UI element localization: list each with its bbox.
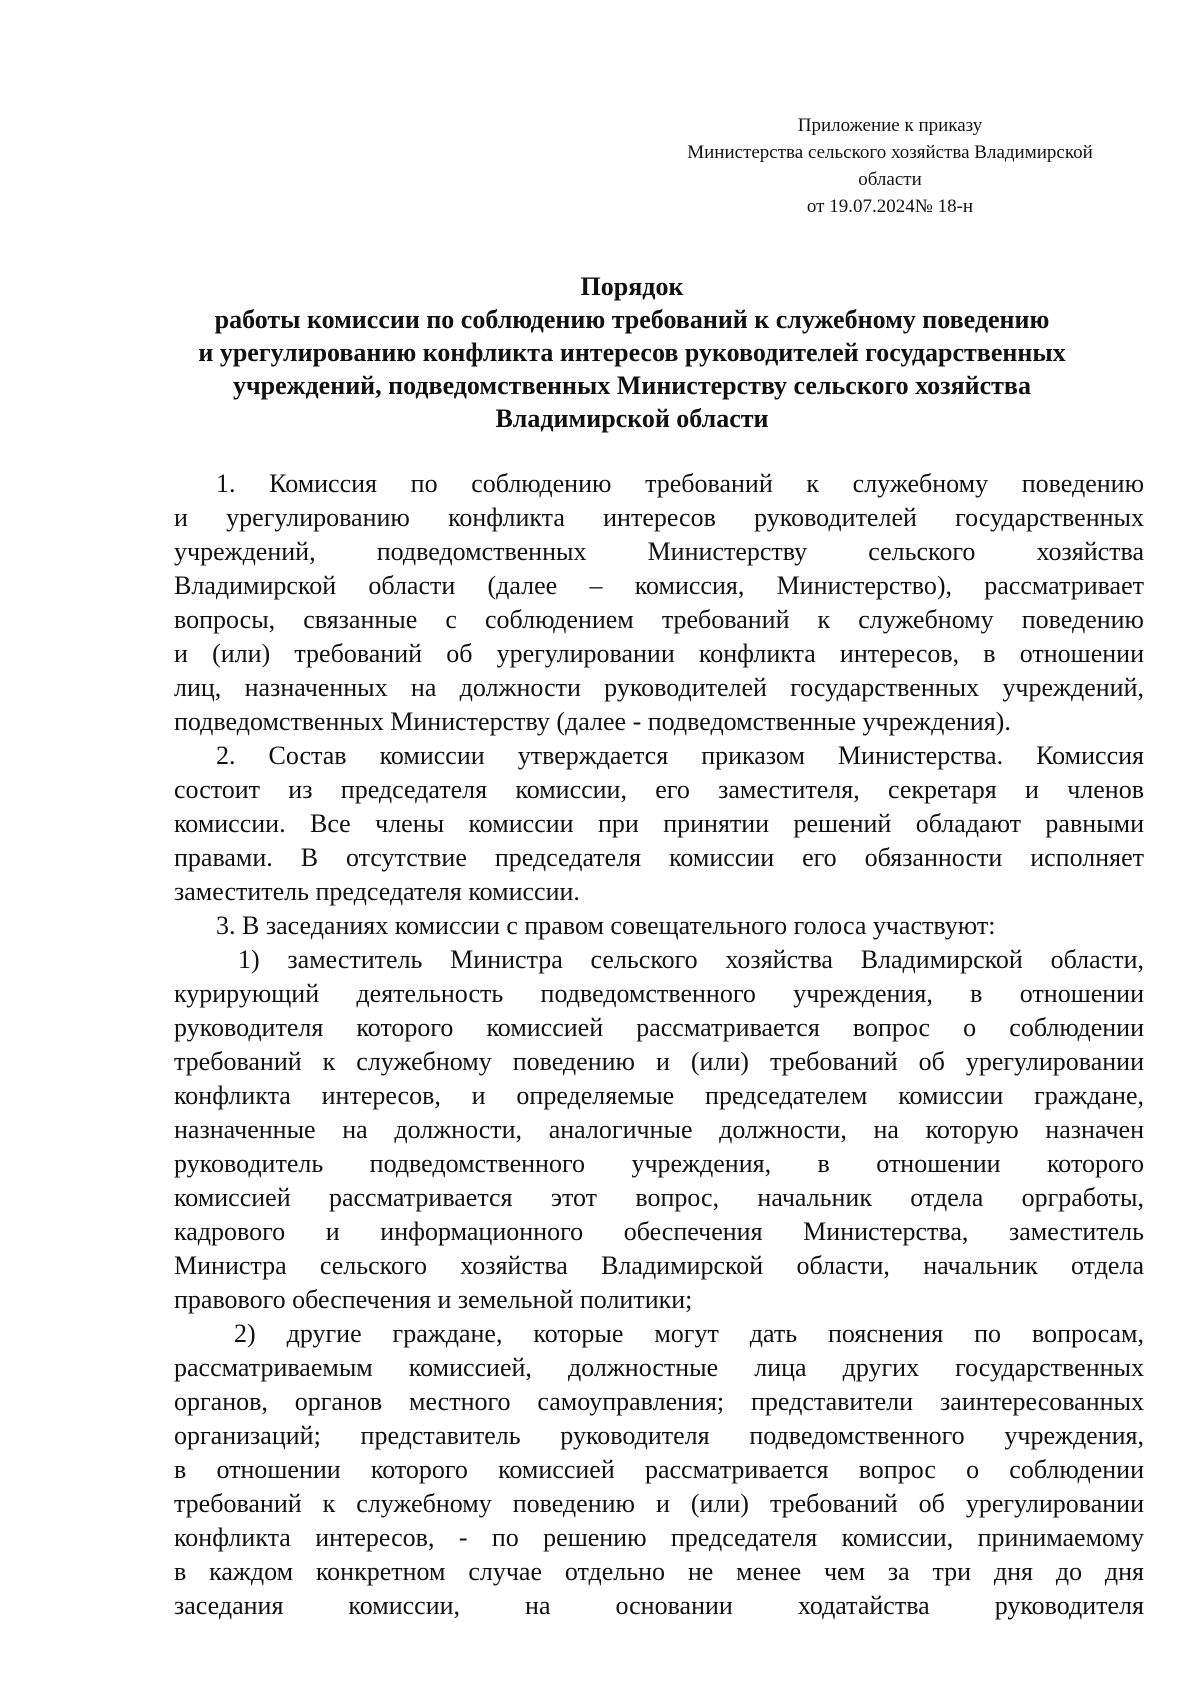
subitem-1-line: Министра сельского хозяйства Владимирской области, начальник отдела (174, 1251, 1144, 1280)
subitem-1-line: назначенные на должности, аналогичные должности, на которую назначен (174, 1115, 1144, 1144)
paragraph-2-line: состоит из председателя комиссии, его заместителя, секретаря и членов (174, 775, 1144, 804)
subitem-1-line: руководитель подведомственного учреждения, в отношении которого (174, 1149, 1144, 1178)
subitem-2-line: органов, органов местного самоуправления; представители заинтересованных (174, 1387, 1144, 1416)
title-line: и урегулированию конфликта интересов руководителей государственных (198, 338, 1066, 367)
title-line: работы комиссии по соблюдению требований к служебному поведению (214, 305, 1050, 334)
appendix-line: Министерства сельского хозяйства Владимирской (687, 142, 1093, 163)
paragraph-1-line: и (или) требований об урегулировании конфликта интересов, в отношении (174, 639, 1144, 668)
paragraph-1-line: и урегулированию конфликта интересов руководителей государственных (174, 503, 1144, 532)
subitem-2-line: в отношении которого комиссией рассматривается вопрос о соблюдении (174, 1455, 1144, 1484)
paragraph-1-line: 1. Комиссия по соблюдению требований к служебному поведению (216, 469, 1144, 498)
subitem-2-line: рассматриваемым комиссией, должностные лица других государственных (174, 1353, 1144, 1382)
subitem-2-line: требований к служебному поведению и (или) требований об урегулировании (174, 1489, 1144, 1518)
subitem-1-line: курирующий деятельность подведомственного учреждения, в отношении (174, 979, 1144, 1008)
appendix-line: области (858, 169, 922, 190)
subitem-1-line: комиссией рассматривается этот вопрос, начальник отдела оргработы, (174, 1183, 1144, 1212)
paragraph-2-line: заместитель председателя комиссии. (174, 877, 580, 906)
paragraph-1-line: лиц, назначенных на должности руководителей государственных учреждений, (174, 673, 1144, 702)
subitem-1-line: требований к служебному поведению и (или) требований об урегулировании (174, 1047, 1144, 1076)
title-line: учреждений, подведомственных Министерству сельского хозяйства (233, 371, 1031, 400)
paragraph-1-line: подведомственных Министерству (далее - подведомственные учреждения). (174, 707, 1011, 736)
appendix-line: Приложение к приказу (797, 115, 983, 136)
subitem-1-line: конфликта интересов, и определяемые председателем комиссии граждане, (174, 1081, 1144, 1110)
title-heading: Порядок (580, 272, 684, 301)
subitem-1-line: кадрового и информационного обеспечения Министерства, заместитель (174, 1217, 1144, 1246)
paragraph-1-line: учреждений, подведомственных Министерству сельского хозяйства (174, 537, 1144, 566)
subitem-2-line: заседания комиссии, на основании ходатайства руководителя (174, 1591, 1144, 1620)
subitem-2-line: в каждом конкретном случае отдельно не менее чем за три дня до дня (174, 1557, 1144, 1586)
subitem-2-line: 2) другие граждане, которые могут дать пояснения по вопросам, (234, 1319, 1144, 1348)
document-title (160, 270, 1104, 435)
document-body (174, 467, 1144, 1623)
subitem-1-line: 1) заместитель Министра сельского хозяйства Владимирской области, (238, 945, 1144, 974)
subitem-2-line: конфликта интересов, - по решению председателя комиссии, принимаемому (174, 1523, 1144, 1552)
paragraph-2-line: комиссии. Все члены комиссии при принятии решений обладают равными (174, 809, 1144, 838)
title-line: Владимирской области (495, 404, 769, 433)
subitem-1-line: руководителя которого комиссией рассматривается вопрос о соблюдении (174, 1013, 1144, 1042)
paragraph-3-line: 3. В заседаниях комиссии с правом совещательного голоса участвуют: (216, 911, 996, 940)
paragraph-2-line: 2. Состав комиссии утверждается приказом Министерства. Комиссия (216, 741, 1144, 770)
appendix-line: от 19.07.2024№ 18-н (806, 196, 974, 217)
appendix-header (640, 112, 1140, 220)
paragraph-1-line: вопросы, связанные с соблюдением требований к служебному поведению (174, 605, 1144, 634)
subitem-2-line: организаций; представитель руководителя подведомственного учреждения, (174, 1421, 1144, 1450)
subitem-1-line: правового обеспечения и земельной политики; (174, 1285, 693, 1314)
paragraph-1-line: Владимирской области (далее – комиссия, Министерство), рассматривает (174, 571, 1144, 600)
paragraph-2-line: правами. В отсутствие председателя комиссии его обязанности исполняет (174, 843, 1144, 872)
